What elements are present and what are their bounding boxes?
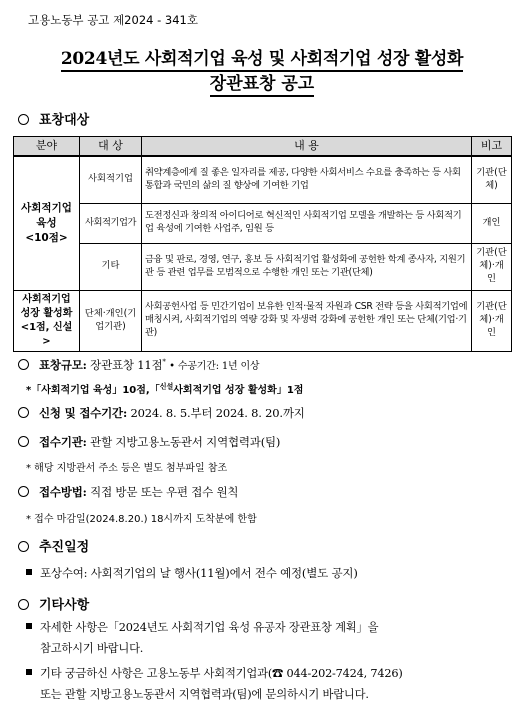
notice-number: 고용노동부 공고 제2024 - 341호 <box>28 13 198 27</box>
submission-method-note: * 접수 마감일(2024.8.20.) 18시까지 도착분에 한함 <box>26 514 257 525</box>
header-note: 비고 <box>472 137 512 157</box>
row-note: 개인 <box>472 203 512 243</box>
receiving-office: 접수기관: 관할 지방고용노동관서 지역협력과(팀) <box>18 434 280 450</box>
table-row <box>14 290 512 351</box>
etc-heading: 기타사항 <box>18 594 89 613</box>
row-note: 기관(단체) <box>472 156 512 203</box>
award-scale: 표창규모: 장관표창 11점* • 수공기간: 1년 이상 <box>18 357 259 373</box>
awards-table <box>13 136 512 352</box>
row-content: 금융 및 판로, 경영, 연구, 홍보 등 사회적기업 활성화에 공헌한 학계 종사자, 지원기관 등 관련 업무를 모범적으로 수행한 개인 또는 기관(단체) <box>142 243 472 290</box>
row-target: 사회적기업 <box>80 156 142 203</box>
circle-bullet-icon <box>18 599 29 610</box>
row-content: 사회공헌사업 등 민간기업이 보유한 인적·물적 자원과 CSR 전략 등을 사회적기업에 매칭시켜, 사회적기업의 역량 강화 및 자생력 강화에 공헌한 개인 또는 단체(기업·기관) <box>142 290 472 351</box>
circle-bullet-icon <box>18 359 29 370</box>
row-target: 단체·개인(기업기관) <box>80 290 142 351</box>
group-label-activation: 사회적기업 성장 활성화 <1점, 신설> <box>14 290 80 351</box>
row-note: 기관(단체)·개인 <box>472 243 512 290</box>
table-header-row <box>14 137 512 157</box>
header-target: 대 상 <box>80 137 142 157</box>
circle-bullet-icon <box>18 541 29 552</box>
row-target: 기타 <box>80 243 142 290</box>
circle-bullet-icon <box>18 486 29 497</box>
title-line-1: 2024년도 사회적기업 육성 및 사회적기업 성장 활성화 <box>0 44 524 72</box>
table-row <box>14 203 512 243</box>
row-note: 기관(단체)·개인 <box>472 290 512 351</box>
square-bullet-icon <box>26 623 32 629</box>
title-line-2: 장관표창 공고 <box>0 69 524 97</box>
row-content: 도전정신과 창의적 아이디어로 혁신적인 사회적기업 모델을 개발하는 등 사회적기업 육성에 기여한 사업주, 임원 등 <box>142 203 472 243</box>
application-period: 신청 및 접수기간: 2024. 8. 5.부터 2024. 8. 20.까지 <box>18 405 305 421</box>
circle-bullet-icon <box>18 436 29 447</box>
etc-item-1: 자세한 사항은「2024년도 사회적기업 육성 유공자 장관표창 계획」을 참고하시기 바랍니다. <box>26 619 378 656</box>
header-field: 분야 <box>14 137 80 157</box>
etc-item-2: 기타 궁금하신 사항은 고용노동부 사회적기업과(☎ 044-202-7424, 7426) 또는 관할 지방고용노동관서 지역협력과(팀)에 문의하시기 바랍니다. <box>26 665 403 702</box>
schedule-heading: 추진일정 <box>18 536 89 555</box>
schedule-item: 포상수여: 사회적기업의 날 행사(11월)에서 전수 예정(별도 공지) <box>26 565 358 581</box>
receiving-office-note: * 해당 지방관서 주소 등은 별도 첨부파일 참조 <box>26 463 228 474</box>
row-content: 취약계층에게 질 좋은 일자리를 제공, 다양한 사회서비스 수요를 충족하는 등 사회통합과 국민의 삶의 질 향상에 기여한 기업 <box>142 156 472 203</box>
table-row <box>14 243 512 290</box>
circle-bullet-icon <box>18 407 29 418</box>
award-scale-note: *「사회적기업 육성」10점,「$^{신설}$사회적기업 성장 활성화」1점 <box>26 382 304 396</box>
circle-bullet-icon <box>18 114 29 125</box>
header-content: 내 용 <box>142 137 472 157</box>
submission-method: 접수방법: 직접 방문 또는 우편 접수 원칙 <box>18 484 238 500</box>
square-bullet-icon <box>26 569 32 575</box>
group-label-growth: 사회적기업 육성 <10점> <box>14 156 80 290</box>
table-row <box>14 156 512 203</box>
row-target: 사회적기업가 <box>80 203 142 243</box>
section-targets-heading: 표창대상 <box>18 109 89 128</box>
square-bullet-icon <box>26 669 32 675</box>
